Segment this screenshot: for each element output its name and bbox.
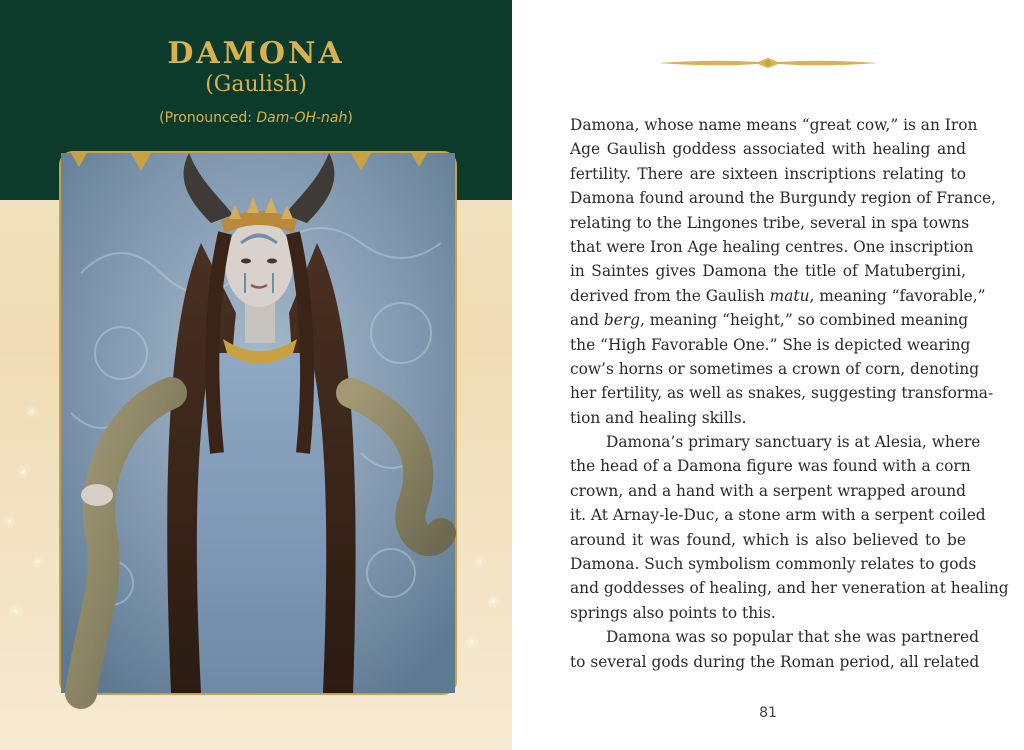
text-line: her fertility, as well as snakes, suggesting transforma- [570, 384, 994, 403]
sparkle-icon [478, 560, 481, 563]
sparkle-icon [470, 640, 473, 643]
text-line: cow’s horns or sometimes a crown of corn, denoting [570, 359, 980, 378]
text-line: to several gods during the Roman period, all related [570, 652, 980, 671]
text-line: it. At Arnay-le-Duc, a stone arm with a serpent coiled [570, 506, 986, 525]
text-line: the head of a Damona figure was found with a corn [570, 457, 971, 476]
text-line: fertility. There are sixteen inscriptions relating to [570, 164, 966, 183]
sparkle-icon [36, 560, 39, 563]
text-line: Damona. Such symbolism commonly relates to gods [570, 555, 977, 574]
text-line: that were Iron Age healing centres. One inscription [570, 237, 974, 256]
deity-title: DAMONA [167, 36, 345, 71]
goddess-illustration [61, 153, 455, 693]
text-line: the “High Favorable One.” She is depicted wearing [570, 335, 971, 354]
pronunciation [0, 110, 512, 126]
text-line: tion and healing skills. [570, 408, 747, 427]
text-line: around it was found, which is also believed to be [570, 530, 966, 549]
text-line: springs also points to this. [570, 603, 776, 622]
text-line: Damona was so popular that she was partnered [606, 628, 979, 647]
sparkle-icon [8, 520, 11, 523]
page-number: 81 [759, 705, 777, 721]
text-line: Age Gaulish goddess associated with healing and [570, 140, 966, 159]
sparkle-icon [14, 610, 17, 613]
deity-origin: (Gaulish) [205, 72, 307, 97]
right-page [512, 0, 1024, 750]
sparkle-icon [30, 410, 33, 413]
text-line: relating to the Lingones tribe, several in spa towns [570, 213, 970, 232]
pronunciation-value: Dam-OH-nah [256, 110, 348, 126]
text-line: Damona’s primary sanctuary is at Alesia, where [606, 433, 981, 452]
sparkle-icon [22, 470, 25, 473]
text-line: Damona, whose name means “great cow,” is an Iron [570, 116, 978, 134]
text-line: in Saintes gives Damona the title of Matubergini, [570, 262, 966, 281]
oracle-card-illustration [59, 151, 457, 695]
text-line: crown, and a hand with a serpent wrapped around [570, 481, 966, 500]
gold-divider-ornament-icon [658, 56, 878, 70]
sparkle-icon [492, 600, 495, 603]
text-line: Damona found around the Burgundy region of France, [570, 189, 996, 208]
text-line: and goddesses of healing, and her veneration at healing [570, 579, 1009, 598]
text-line: derived from the Gaulish matu, meaning “favorable,” [570, 286, 986, 305]
text-line: and berg, meaning “height,” so combined meaning [570, 311, 969, 330]
pronunciation-suffix: ) [347, 110, 353, 126]
body-text [570, 113, 1009, 674]
pronunciation-prefix: (Pronounced: [159, 110, 257, 126]
